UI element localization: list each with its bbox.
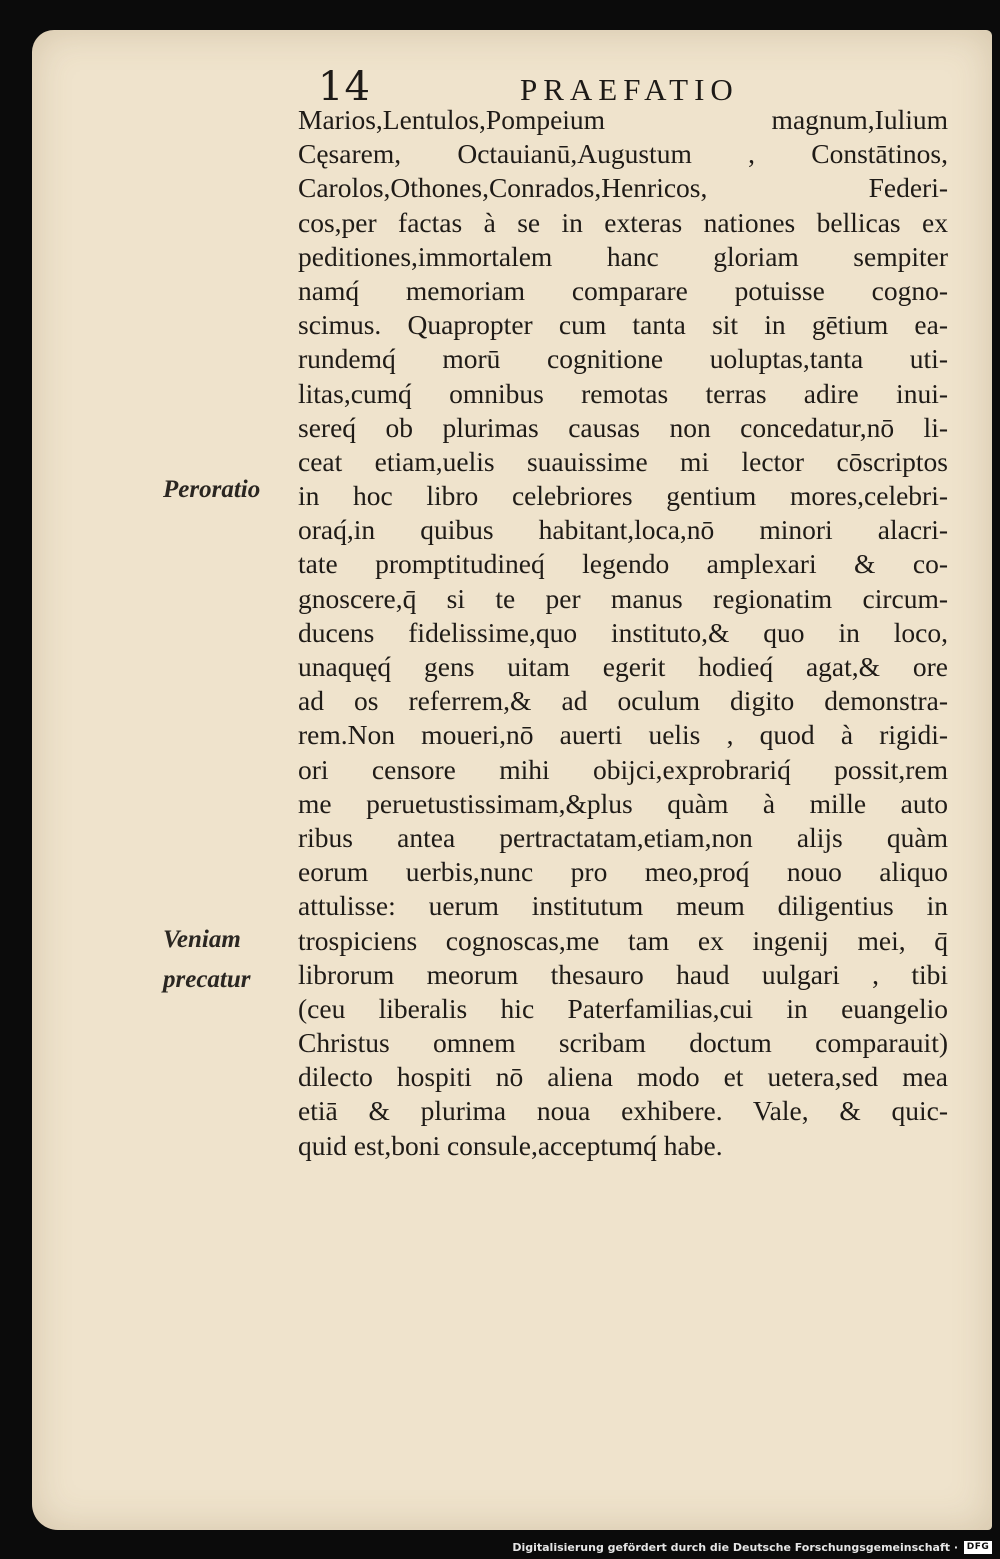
body-text bbox=[298, 103, 948, 1163]
text-line: tate promptitudineq́ legendo amplexari & co- bbox=[298, 548, 948, 580]
text-line: litas,cumq́ omnibus remotas terras adire inui- bbox=[298, 377, 948, 409]
text-line: eorum uerbis,nunc pro meo,proq́ nouo aliquo bbox=[298, 856, 948, 888]
text-line: namq́ memoriam comparare potuisse cogno- bbox=[298, 274, 948, 306]
margin-note-line: precatur bbox=[163, 966, 251, 993]
text-line: cos,per factas à se in exteras nationes bellicas ex bbox=[298, 206, 948, 238]
page-number: 14 bbox=[318, 64, 371, 110]
text-line: sereq́ ob plurimas causas non concedatur,nō li- bbox=[298, 411, 948, 443]
text-line: unaquęq́ gens uitam egerit hodieq́ agat,& ore bbox=[298, 651, 948, 682]
text-line: ad os referrem,& ad oculum digito demonstra- bbox=[298, 685, 948, 717]
text-line: me peruetustissimam,&plus quàm à mille auto bbox=[298, 787, 948, 819]
margin-note-line: Veniam bbox=[163, 926, 241, 953]
text-line: trospiciens cognoscas,me tam ex ingenij mei, q̄ bbox=[298, 924, 948, 956]
margin-note-line: Peroratio bbox=[163, 476, 261, 503]
text-line: scimus. Quapropter cum tanta sit in gētium ea- bbox=[298, 309, 948, 341]
text-line: Cęsarem, Octauianū,Augustum , Constātinos, bbox=[298, 138, 948, 170]
margin-note-peroratio bbox=[163, 470, 293, 510]
text-line: etiā & plurima noua exhibere. Vale, & quic- bbox=[298, 1095, 948, 1127]
text-line: oraq́,in quibus habitant,loca,nō minori alacri- bbox=[298, 514, 948, 546]
dfg-logo: DFG bbox=[964, 1541, 992, 1554]
text-line: in hoc libro celebriores gentium mores,celebri- bbox=[298, 480, 948, 512]
text-line: ceat etiam,uelis suauissime mi lector cōscriptos bbox=[298, 445, 948, 477]
text-line: rem.Non moueri,nō auerti uelis , quod à rigidi- bbox=[298, 719, 948, 751]
text-line: ribus antea pertractatam,etiam,non alijs quàm bbox=[298, 821, 948, 853]
text-line: dilecto hospiti nō aliena modo et uetera,sed mea bbox=[298, 1061, 948, 1093]
text-line: gnoscere,q̄ si te per manus regionatim circum- bbox=[298, 582, 948, 614]
footer-credit: Digitalisierung gefördert durch die Deutsche Forschungsgemeinschaft · bbox=[512, 1541, 958, 1554]
running-head: PRAEFATIO bbox=[520, 72, 739, 107]
text-line: rundemq́ morū cognitione uoluptas,tanta uti- bbox=[298, 343, 948, 375]
text-line: attulisse: uerum institutum meum diligentius in bbox=[298, 890, 948, 922]
margin-note-veniam bbox=[163, 920, 293, 1000]
footer-bar bbox=[0, 1538, 1000, 1559]
text-line: Marios,Lentulos,Pompeium magnum,Iulium bbox=[298, 104, 948, 135]
text-line: quid est,boni consule,acceptumq́ habe. bbox=[298, 1129, 723, 1161]
text-line: librorum meorum thesauro haud uulgari , tibi bbox=[298, 958, 948, 990]
text-line: ori censore mihi obijci,exprobrariq́ possit,rem bbox=[298, 753, 948, 785]
text-line: Christus omnem scribam doctum comparauit) bbox=[298, 1027, 948, 1059]
text-line: peditiones,immortalem hanc gloriam sempiter bbox=[298, 240, 948, 272]
text-line: Carolos,Othones,Conrados,Henricos, Federi- bbox=[298, 172, 948, 204]
text-line: (ceu liberalis hic Paterfamilias,cui in euangelio bbox=[298, 992, 948, 1024]
text-line: ducens fidelissime,quo instituto,& quo in loco, bbox=[298, 616, 948, 648]
